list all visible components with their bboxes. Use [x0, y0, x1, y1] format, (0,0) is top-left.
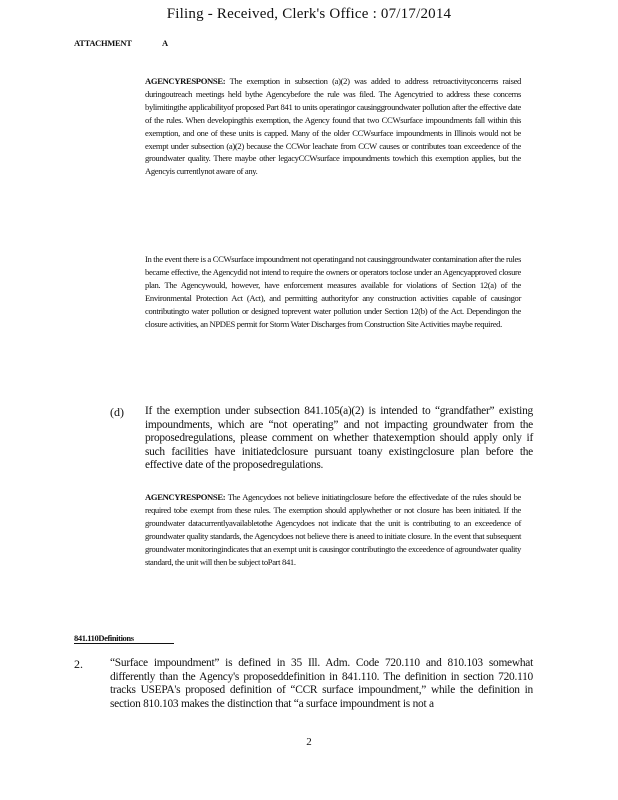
section-heading-underline: [74, 643, 174, 644]
agency-response-lead: AGENCYRESPONSE:: [145, 76, 226, 86]
item-2-label: 2.: [74, 657, 83, 671]
item-2-text: “Surface impoundment” is defined in 35 Ill. Adm. Code 720.110 and 810.103 somewhat differently than the Agency's proposeddefinition in 841.110. The definition in section 720.110 tracks USEPA's proposed definition of “CCR surface impoundment,” while the definition in section 810.103 makes the distinction that “a surface impoundment is not a: [110, 657, 533, 710]
item-d-question: If the exemption under subsection 841.105(a)(2) is intended to “grandfather” existing impoundments, which are “not operating” and not impacting groundwater from the proposedregulations, please comment on whether thatexemption should apply only if such facilities have initiatedclosure pursuant toany existingclosure plan before the effective date of the proposedregulations.: [145, 405, 533, 472]
filing-stamp-header: Filing - Received, Clerk's Office : 07/17/2014: [166, 6, 452, 22]
agency-response-lead: AGENCYRESPONSE:: [145, 492, 226, 502]
section-heading: 841.110Definitions: [74, 633, 134, 643]
attachment-label: ATTACHMENT: [74, 38, 132, 48]
attachment-letter: A: [162, 38, 169, 48]
agency-response-2-text: The Agencydoes not believe initiatingclosure before the effectivedate of the rules should be required tobe exempt from these rules. The exemption should applywhether or not closure has been initiated. If the groundwater datacurrentlyavailabletothe Agencydoes not indicate that the unit is contributing to an exceedence of groundwater quality standards, the Agencydoes not believe there is aneed to initiate closure. In the event that subsequent groundwater monitoringindicates that an exempt unit is causingor contributingto the exceedence of agroundwater quality standard, the unit will then be subject toPart 841.: [145, 492, 521, 567]
agency-response-2: [145, 491, 521, 568]
agency-response-1-paragraph-1: The exemption in subsection (a)(2) was added to address retroactivityconcerns raised duringoutreach meetings held bythe Agencybefore the rule was filed. The Agencytried to address these concerns bylimitingthe applicabilityof proposed Part 841 to units operatingor causinggroundwater pollution after the effective date of the rules. When developingthis exemption, the Agency found that two CCWsurface impoundments fall within this exemption, and one of these units is capped. Many of the older CCWsurface impoundments in Illinois would not be exempt under subsection (a)(2) because the CCWor leachate from CCW causes or contributes toan exceedence of the groundwater quality. There maybe other legacyCCWsurface impoundments towhich this exemption applies, but the Agencyis currentlynot aware of any.: [145, 76, 521, 177]
agency-response-1: [145, 75, 521, 178]
item-d-label: (d): [110, 405, 124, 419]
page-number: 2: [306, 736, 312, 748]
agency-response-1-paragraph-2: In the event there is a CCWsurface impoundment not operatingand not causinggroundwater contamination after the rules became effective, the Agencydid not intend to require the owners or operators toclose under an Agencyapproved closure plan. The Agencywould, however, have enforcement measures available for violations of Section 12(a) of the Environmental Protection Act (Act), and permitting authorityfor any construction activities capable of causingor contributingto water pollution or designed toprevent water pollution under Section 12(b) of the Act. Dependingon the closure activities, an NPDES permit for Storm Water Discharges from Construction Site Activities maybe required.: [145, 254, 521, 329]
